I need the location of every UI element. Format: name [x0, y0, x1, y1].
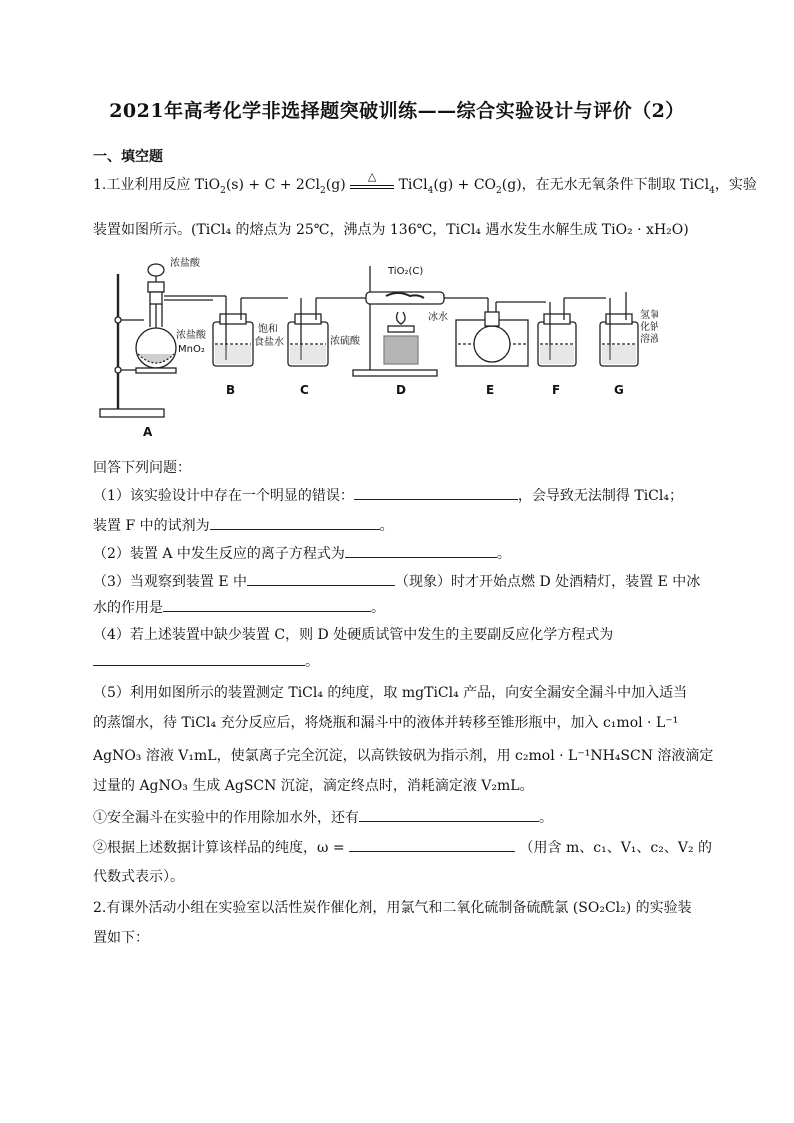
q1-part1-line1: （1）该实验设计中存在一个明显的错误： ，会导致无法制得 TiCl₄；	[93, 485, 683, 506]
answer-blank-6[interactable]	[93, 651, 305, 666]
label-c: C	[300, 383, 309, 397]
answer-intro: 回答下列问题：	[93, 460, 191, 476]
label-conc-hcl-top: 浓盐酸	[170, 258, 200, 269]
wash-bottle-c	[288, 298, 366, 366]
q1-part4-line1: （4）若上述装置中缺少装置 C，则 D 处硬质试管中发生的主要副反应化学方程式为	[93, 627, 614, 643]
answer-blank-7[interactable]	[359, 807, 539, 822]
flask-e	[456, 298, 546, 366]
q1-part7-line2: 代数式表示）。	[93, 869, 184, 885]
q1-part3-line2: 水的作用是 。	[93, 597, 385, 618]
label-conc-hcl: 浓盐酸	[176, 330, 206, 341]
q1-part3-line1: （3）当观察到装置 E 中 （现象）时才开始点燃 D 处酒精灯，装置 E 中冰	[93, 571, 700, 592]
answer-blank-3[interactable]	[345, 543, 497, 558]
label-saturated-2: 食盐水	[254, 337, 284, 348]
q1-part5-line2: 的蒸馏水，待 TiCl₄ 充分反应后，将烧瓶和漏斗中的液体并转移至锥形瓶中，加入 c₁mol · L⁻¹	[93, 715, 679, 731]
q1-part5-line3: AgNO₃ 溶液 V₁mL，使氯离子完全沉淀，以高铁铵矾为指示剂，用 c₂mol · L⁻¹NH₄SCN 溶液滴定	[93, 748, 714, 764]
answer-blank-2[interactable]	[210, 515, 380, 530]
answer-blank-1[interactable]	[354, 485, 518, 500]
label-ice-water: 冰水	[428, 312, 448, 323]
label-mno2: MnO₂	[178, 344, 205, 355]
q2-line2: 置如下：	[93, 930, 149, 946]
wash-bottle-g	[600, 292, 638, 366]
q1-part7-line1: ②根据上述数据计算该样品的纯度，ω = （用含 m、c₁、V₁、c₂、V₂ 的	[93, 837, 712, 858]
q1-part2: （2）装置 A 中发生反应的离子方程式为 。	[93, 543, 511, 564]
section-heading: 一、填空题	[93, 149, 163, 165]
label-g: G	[614, 383, 624, 397]
label-naoh-3: 溶液	[640, 334, 658, 345]
label-a: A	[143, 425, 153, 439]
apparatus-diagram	[98, 252, 658, 442]
label-conc-h2so4: 浓硫酸	[330, 336, 360, 347]
q1-part1-line2: 装置 F 中的试剂为 。	[93, 515, 394, 536]
wash-bottle-f	[538, 298, 606, 366]
q1-part5-line1: （5）利用如图所示的装置测定 TiCl₄ 的纯度，取 mgTiCl₄ 产品，向安全漏安全漏斗中加入适当	[93, 685, 688, 701]
page-title: 2021年高考化学非选择题突破训练——综合实验设计与评价（2）	[109, 100, 685, 122]
q1-stem-line1: 1.工业利用反应 $TiO_2(s) + C + 2Cl_2(g)$ △ TiCl$_4$(g) + $CO_2(g)$，在无水无氧条件下制取 TiCl$_4$，实验	[93, 170, 757, 196]
label-d: D	[396, 383, 406, 397]
flask-a	[136, 264, 213, 373]
label-e: E	[486, 383, 495, 397]
q1-part5-line4: 过量的 AgNO₃ 生成 AgSCN 沉淀，滴定终点时，消耗滴定液 V₂mL。	[93, 778, 534, 794]
answer-blank-5[interactable]	[163, 597, 371, 612]
answer-blank-8[interactable]	[349, 837, 515, 852]
q1-stem-line2: 装置如图所示。(TiCl₄ 的熔点为 25℃，沸点为 136℃，TiCl₄ 遇水发生水解生成 TiO₂ · xH₂O)	[93, 222, 689, 238]
q2-line1: 2.有课外活动小组在实验室以活性炭作催化剂，用氯气和二氧化硫制备硫酰氯 (SO₂Cl₂) 的实验装	[93, 900, 692, 916]
label-tio2c: TiO₂(C)	[388, 266, 424, 277]
label-b: B	[226, 383, 236, 397]
q1-part4-line2: 。	[93, 651, 319, 672]
label-naoh-2: 化钠	[640, 322, 658, 333]
q1-part6: ①安全漏斗在实验中的作用除加水外，还有 。	[93, 807, 553, 828]
label-saturated-1: 饱和	[258, 324, 278, 335]
label-naoh-1: 氢氧	[640, 310, 658, 321]
label-f: F	[552, 383, 561, 397]
answer-blank-4[interactable]	[247, 571, 395, 586]
reaction-condition: △	[350, 179, 394, 189]
